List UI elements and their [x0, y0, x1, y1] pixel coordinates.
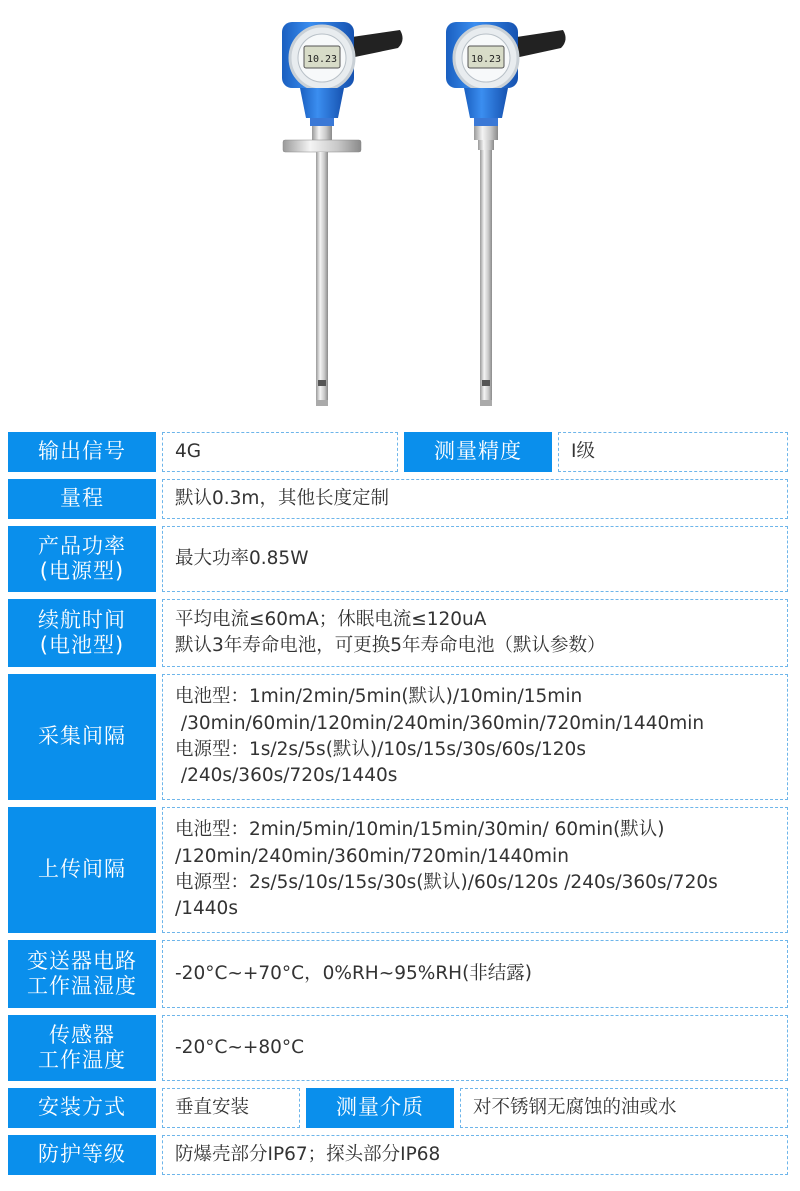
- upload-line: /1440s: [175, 898, 238, 920]
- sensor-temp-label-line1: 传感器: [49, 1022, 115, 1047]
- sensor-temp-value: -20°C~+80°C: [162, 1015, 788, 1081]
- upload-value: [162, 807, 788, 933]
- power-label-line2: (电源型): [39, 559, 125, 583]
- upload-line: /120min/240min/360min/720min/1440min: [175, 845, 569, 867]
- sampling-line: 电源型：1s/2s/5s(默认)/10s/15s/30s/60s/120s: [175, 739, 586, 760]
- output-label: 输出信号: [8, 432, 156, 472]
- spec-row-range: [8, 479, 788, 519]
- accuracy-label: 测量精度: [404, 432, 552, 472]
- medium-value: 对不锈钢无腐蚀的油或水: [460, 1088, 788, 1128]
- circuit-temp-label: [8, 940, 156, 1008]
- spec-row-sampling: [8, 674, 788, 800]
- battery-life-line: 默认3年寿命电池，可更换5年寿命电池（默认参数）: [175, 635, 606, 656]
- battery-life-label: [8, 599, 156, 667]
- output-value: 4G: [162, 432, 398, 472]
- spec-row-install: [8, 1088, 788, 1128]
- circuit-temp-label-line2: 工作温湿度: [27, 974, 137, 998]
- protection-value: 防爆壳部分IP67；探头部分IP68: [162, 1135, 788, 1175]
- spec-row-sensor-temp: [8, 1015, 788, 1081]
- battery-life-value: [162, 599, 788, 667]
- upload-label: 上传间隔: [8, 807, 156, 933]
- circuit-temp-value: -20°C~+70°C，0%RH~95%RH(非结露): [162, 940, 788, 1008]
- power-value: 最大功率0.85W: [162, 526, 788, 592]
- sampling-line: /30min/60min/120min/240min/360min/720min/1440min: [175, 712, 705, 734]
- left-lcd-reading: 10.23: [306, 54, 338, 65]
- battery-life-line: 平均电流≤60mA；休眠电流≤120uA: [175, 608, 487, 630]
- spec-row-battery-life: [8, 599, 788, 667]
- medium-label: 测量介质: [306, 1088, 454, 1128]
- battery-life-label-line2: (电池型): [39, 633, 125, 657]
- spec-row-upload: [8, 807, 788, 933]
- power-label-line1: 产品功率: [38, 533, 126, 558]
- accuracy-value: I级: [558, 432, 788, 472]
- spec-row-circuit-temp: [8, 940, 788, 1008]
- protection-label: 防护等级: [8, 1135, 156, 1175]
- sampling-line: 电池型：1min/2min/5min(默认)/10min/15min: [175, 686, 583, 708]
- battery-life-label-line1: 续航时间: [38, 607, 126, 632]
- spec-row-protection: [8, 1135, 788, 1175]
- right-lcd-reading: 10.23: [470, 54, 502, 65]
- power-label: [8, 526, 156, 592]
- sampling-label: 采集间隔: [8, 674, 156, 800]
- left-transmitter: [282, 22, 403, 406]
- range-label: 量程: [8, 479, 156, 519]
- range-value: 默认0.3m，其他长度定制: [162, 479, 788, 519]
- right-transmitter: [446, 22, 566, 406]
- product-illustration: [0, 0, 800, 418]
- upload-line: 电源型：2s/5s/10s/15s/30s(默认)/60s/120s /240s/360s/720s: [175, 872, 718, 893]
- sensor-temp-label-line2: 工作温度: [38, 1048, 126, 1072]
- product-photo: [0, 0, 800, 418]
- install-value: 垂直安装: [162, 1088, 300, 1128]
- upload-line: 电池型：2min/5min/10min/15min/30min/ 60min(默认): [175, 819, 665, 841]
- sampling-value: [162, 674, 788, 800]
- sensor-temp-label: [8, 1015, 156, 1081]
- spec-row-output: [8, 432, 788, 472]
- sampling-line: /240s/360s/720s/1440s: [175, 765, 398, 787]
- spec-row-power: [8, 526, 788, 592]
- circuit-temp-label-line1: 变送器电路: [27, 948, 137, 973]
- install-label: 安装方式: [8, 1088, 156, 1128]
